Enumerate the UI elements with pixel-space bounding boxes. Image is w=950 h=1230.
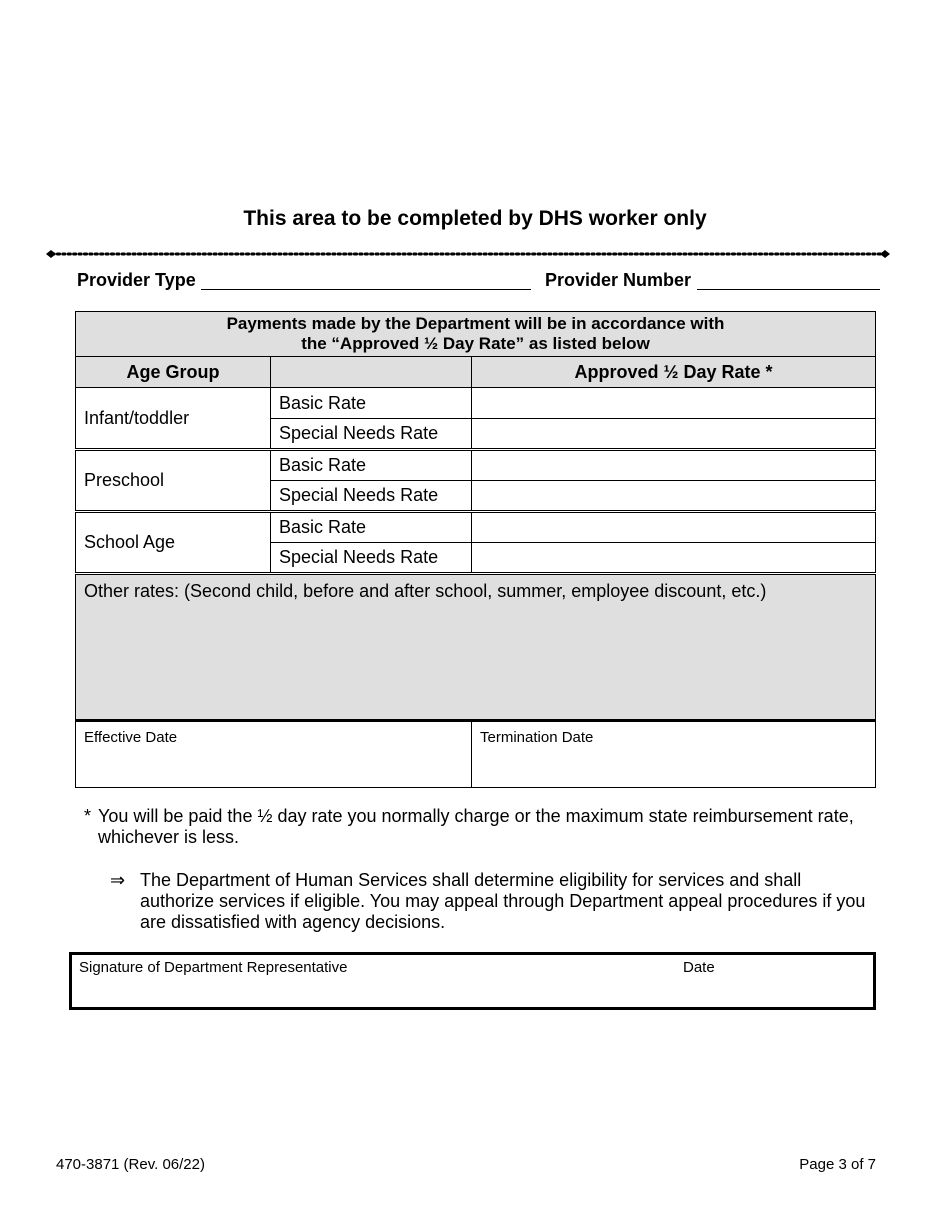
provider-type-field[interactable] <box>201 289 531 290</box>
provider-number-label: Provider Number <box>545 270 692 290</box>
asterisk-marker: * <box>84 806 92 826</box>
infant-special-needs-rate-field[interactable] <box>472 419 876 450</box>
page-number: Page 3 of 7 <box>799 1156 876 1173</box>
other-rates-field[interactable] <box>76 574 876 721</box>
effective-date-field[interactable] <box>76 721 472 788</box>
infant-basic-rate-field[interactable] <box>472 388 876 419</box>
age-group-school-age: School Age <box>76 512 271 574</box>
form-number: 470-3871 (Rev. 06/22) <box>56 1156 205 1173</box>
rate-type-label: Special Needs Rate <box>271 481 472 512</box>
rate-type-label: Special Needs Rate <box>271 419 472 450</box>
other-rates-label: Other rates: (Second child, before and after school, summer, employee discount, etc.) <box>84 581 767 601</box>
rate-type-label: Basic Rate <box>271 450 472 481</box>
rate-table <box>75 311 876 788</box>
col-header-approved-rate: Approved ½ Day Rate * <box>472 357 876 388</box>
school-age-basic-rate-field[interactable] <box>472 512 876 543</box>
termination-date-label: Termination Date <box>480 729 594 746</box>
arrow-icon: ⇒ <box>110 870 126 890</box>
rate-table-title <box>76 312 876 357</box>
provider-type-label: Provider Type <box>77 270 196 290</box>
provider-number-field[interactable] <box>697 289 880 290</box>
col-header-age-group: Age Group <box>76 357 271 388</box>
section-title: This area to be completed by DHS worker only <box>243 207 707 230</box>
age-group-preschool: Preschool <box>76 450 271 512</box>
rate-type-label: Basic Rate <box>271 512 472 543</box>
rate-table-title-line2: the “Approved ½ Day Rate” as listed below <box>301 334 650 353</box>
rate-type-label: Special Needs Rate <box>271 543 472 574</box>
effective-date-label: Effective Date <box>84 729 178 746</box>
termination-date-field[interactable] <box>472 721 876 788</box>
preschool-special-needs-rate-field[interactable] <box>472 481 876 512</box>
signature-label: Signature of Department Representative <box>79 959 348 976</box>
preschool-basic-rate-field[interactable] <box>472 450 876 481</box>
rate-note: You will be paid the ½ day rate you normally charge or the maximum state reimbursement rate, whichever is less. <box>98 806 854 847</box>
rate-type-label: Basic Rate <box>271 388 472 419</box>
rate-table-title-line1: Payments made by the Department will be in accordance with <box>226 314 725 333</box>
dotted-divider <box>46 247 890 261</box>
eligibility-note: The Department of Human Services shall determine eligibility for services and shall authorize services if eligible. You may appeal through Department appeal procedures if you are dissatisfied with agency decisions. <box>140 870 866 932</box>
age-group-infant-toddler: Infant/toddler <box>76 388 271 450</box>
signature-box[interactable] <box>69 952 876 1010</box>
signature-date-label: Date <box>683 959 715 976</box>
school-age-special-needs-rate-field[interactable] <box>472 543 876 574</box>
col-header-blank <box>271 357 472 388</box>
